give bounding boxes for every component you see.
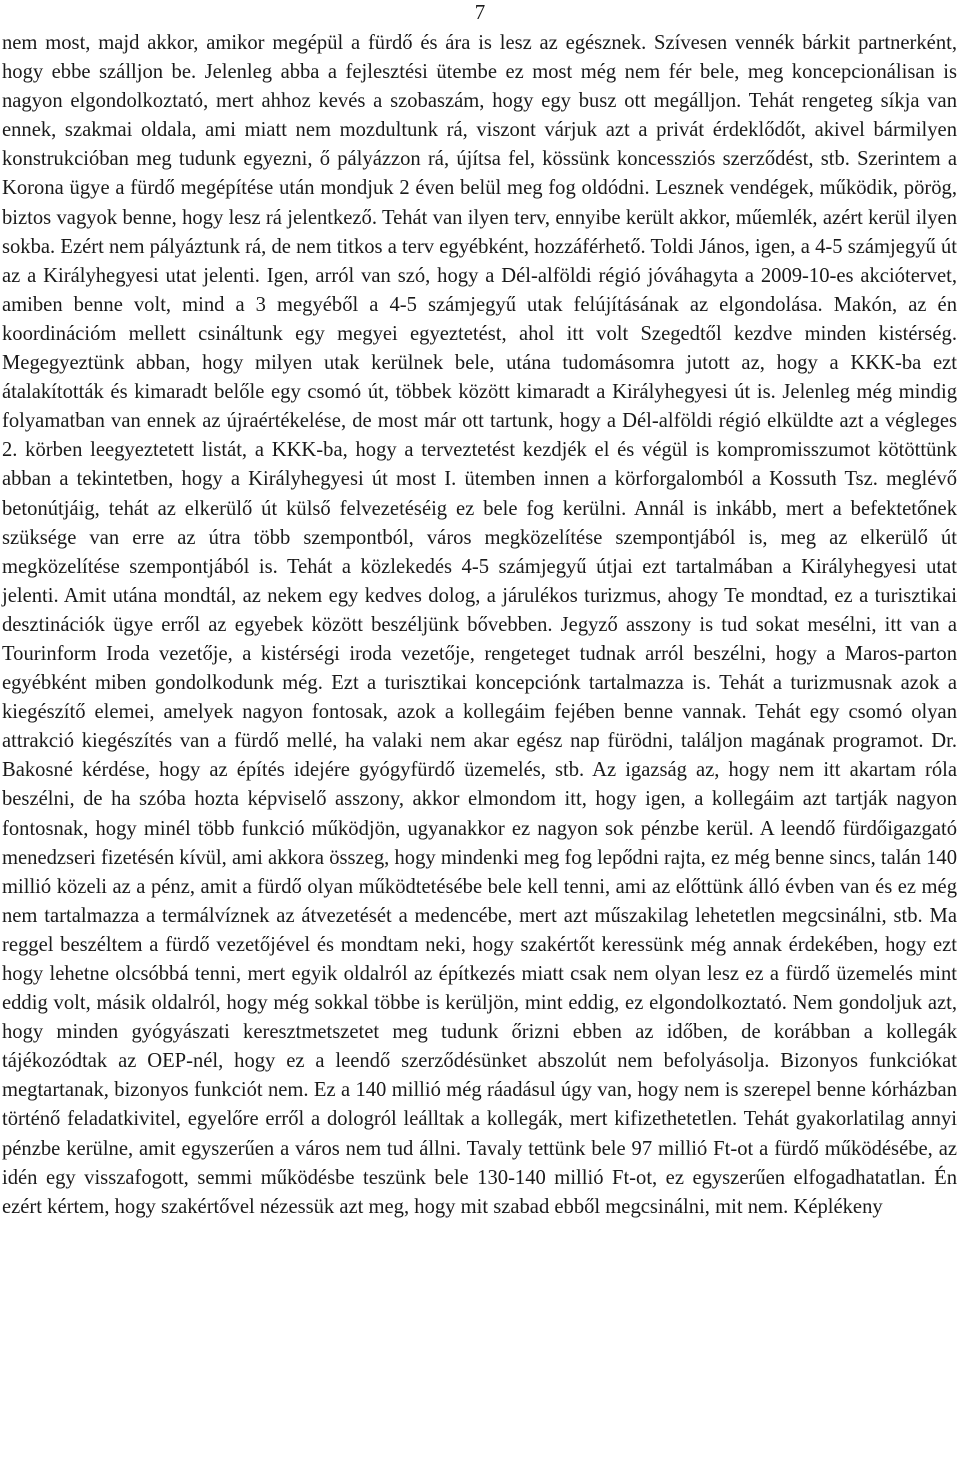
page-number: 7 xyxy=(474,0,486,24)
body-paragraph: nem most, majd akkor, amikor megépül a fürdő és ára is lesz az egésznek. Szívesen vennék bárkit partnerként, hogy ebbe szálljon be. Jelenleg abba a fejlesztési ütembe ez most még nem fér bele, meg koncepcionálisan is nagyon elgondolkoztató, mert ahhoz kevés a szobaszám, hogy egy busz ott megálljon. Tehát rengeteg síkja van ennek, szakmai oldala, ami miatt nem mozdultunk rá, viszont várjuk azt a privát érdeklődőt, akivel bármilyen konstrukcióban meg tudunk egyezni, ő pályázzon rá, újítsa fel, kössünk koncessziós szerződést, stb. Szerintem a Korona ügye a fürdő megépítése után mondjuk 2 éven belül meg fog oldódni. Lesznek vendégek, működik, pörög, biztos vagyok benne, hogy lesz rá jelentkező. Tehát van ilyen terv, ennyibe került akkor, műemlék, azért kerül ilyen sokba. Ezért nem pályáztunk rá, de nem titkos a terv egyébként, hozzáférhető. Toldi János, igen, a 4-5 számjegyű út az a Királyhegyesi utat jelenti. Igen, arról van szó, hogy a Dél-alföldi régió jóváhagyta a 2009-10-es akciótervet, amiben benne volt, mind a 3 megyéből a 4-5 számjegyű utak felújításának az elgondolása. Makón, az én koordinációm mellett csináltunk egy megyei egyeztetést, ahol itt volt Szegedtől kezdve minden kistérség. Megegyeztünk abban, hogy milyen utak kerülnek bele, utána tudomásomra jutott az, hogy a KKK-ba ezt átalakították és kimaradt belőle egy csomó út, többek között kimaradt a Királyhegyesi út is. Jelenleg még mindig folyamatban van ennek az újraértékelése, de most már ott tartunk, hogy a Dél-alföldi régió elküldte azt a végleges 2. körben leegyeztetett listát, a KKK-ba, hogy a terveztetést kezdjék el és végül is kompromisszumot kötöttünk abban a tekintetben, hogy a Királyhegyesi út most I. ütemben innen a körforgalomból a Kossuth Tsz. meglévő betonútjáig, tehát az elkerülő út külső felvezetéséig ez bele fog kerülni. Annál is inkább, mert a befektetőnek szüksége van erre az útra több szempontból, város megközelítése szempontjából is, meg az elkerülő út megközelítése szempontjából is. Tehát a közlekedés 4-5 számjegyű útjai ezt tartalmában a Királyhegyesi utat jelenti. Amit utána mondtál, az nekem egy kedves dolog, a járulékos turizmus, ahogy Te mondtad, ez a turisztikai desztinációk ügye erről az egyebek között beszéljünk bővebben. Jegyző asszony is tud sokat mesélni, itt van a Tourinform Iroda vezetője, a kistérségi iroda vezetője, rengeteget tudnak arról beszélni, hogy a Maros-parton egyébként miben gondolkodunk még. Ezt a turisztikai koncepciónk tartalmazza is. Tehát a turizmusnak azok a kiegészítő elemei, amelyek nagyon fontosak, azok a kollegáim fejében benne vannak. Tehát egy csomó olyan attrakció kiegészítés van a fürdő mellé, ha valaki nem akar egész nap fürödni, találjon magának programot. Dr. Bakosné kérdése, hogy az építés idejére gyógyfürdő üzemelés, stb. Az igazság az, hogy nem itt akartam róla beszélni, de ha szóba hozta képviselő asszony, akkor elmondom itt, hogy igen, a kollegáim azt tartják nagyon fontosnak, hogy minél több funkció működjön, ugyanakkor ez nagyon sok pénzbe kerül. A leendő fürdőigazgató menedzseri fizetésén kívül, ami akkora összeg, hogy mindenki meg fog lepődni rajta, ez még benne sincs, talán 140 millió közeli az a pénz, amit a fürdő olyan működtetésébe bele kell tenni, ami az előttünk álló évben van és ez még nem tartalmazza a termálvíznek az átvezetését a medencébe, mert azt műszakilag lehetetlen megcsinálni, stb. Ma reggel beszéltem a fürdő vezetőjével és mondtam neki, hogy szakértőt keressünk még annak érdekében, hogy ezt hogy lehetne olcsóbbá tenni, mert egyik oldalról az építkezés miatt csak nem olyan lesz ez a fürdő üzemelés mint eddig volt, másik oldalról, hogy még sokkal többe is kerüljön, mint eddig, ez elgondolkoztató. Nem gondoljuk azt, hogy minden gyógyászati keresztmetszetet meg tudunk őrizni ebben az időben, de korábban a kollegák tájékozódtak az OEP-nél, hogy ez a leendő szerződésünket abszolút nem befolyásolja. Bizonyos funkciókat megtartanak, bizonyos funkciót nem. Ez a 140 millió még ráadásul úgy van, hogy nem is szerepel benne kórházban történő feladatkivitel, egyelőre erről a dologról leálltak a kollegák, mert kifizethetetlen. Tehát gyakorlatilag annyi pénzbe kerülne, amit egyszerűen a város nem tud állni. Tavaly tettünk bele 97 millió Ft-ot a fürdő működésébe, az idén egy visszafogott, semmi működésbe teszünk bele 130-140 millió Ft-ot, ez egyszerűen elfogadhatatlan. Én ezért kértem, hogy szakértővel nézessük azt meg, hogy mit szabad ebből megcsinálni, mit nem. Képlékeny xyxy=(2,32,957,1218)
